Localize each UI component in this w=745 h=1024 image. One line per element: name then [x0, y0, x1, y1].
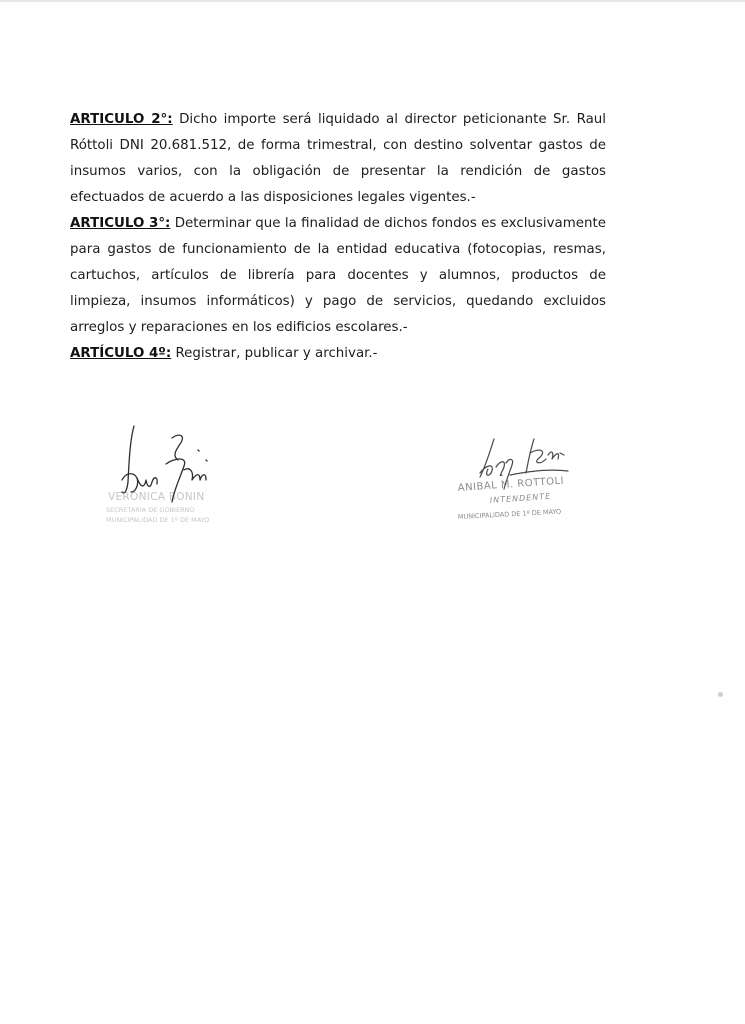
scan-speck — [718, 692, 723, 697]
signature-left — [100, 420, 225, 530]
article-3-heading: ARTICULO 3°: — [70, 216, 171, 231]
signature-left-stamp — [106, 491, 209, 524]
article-2 — [70, 107, 606, 211]
article-3 — [70, 211, 606, 341]
stamp-left-line1: VERONICA BONIN — [108, 491, 205, 503]
signature-left-drawing — [100, 420, 225, 530]
article-2-heading: ARTICULO 2°: — [70, 112, 173, 127]
page-top-edge — [0, 0, 745, 2]
article-4 — [70, 341, 606, 367]
article-4-text: Registrar, publicar y archivar.- — [171, 346, 378, 361]
document-body — [70, 107, 606, 367]
stamp-right-line3: MUNICIPALIDAD DE 1º DE MAYO — [457, 507, 562, 521]
stamp-left-line3: MUNICIPALIDAD DE 1º DE MAYO — [106, 516, 210, 524]
stamp-right-line2: INTENDENTE — [489, 491, 552, 505]
signature-right-stamp — [457, 476, 564, 521]
signature-right — [450, 433, 590, 525]
article-2-text: Dicho importe será liquidado al director peticionante Sr. Raul Róttoli DNI 20.681.512, de forma trimestral, con destino solventar gastos de insumos varios, con la obligación de presentar la rendición de gastos efectuados de acuerdo a las disposiciones legales vigentes.- — [70, 112, 606, 205]
stamp-left-line2: SECRETARIA DE GOBIERNO — [106, 506, 195, 514]
article-3-text: Determinar que la finalidad de dichos fondos es exclusivamente para gastos de funcionamiento de la entidad educativa (fotocopias, resmas, cartuchos, artículos de librería para docentes y alumnos, productos de limpieza, insumos informáticos) y pago de servicios, quedando excluidos arreglos y reparaciones en los edificios escolares.- — [70, 216, 607, 335]
stamp-right-line1: ANIBAL M. ROTTOLI — [457, 475, 565, 494]
signature-right-drawing — [450, 433, 590, 525]
article-4-heading: ARTÍCULO 4º: — [70, 346, 172, 361]
